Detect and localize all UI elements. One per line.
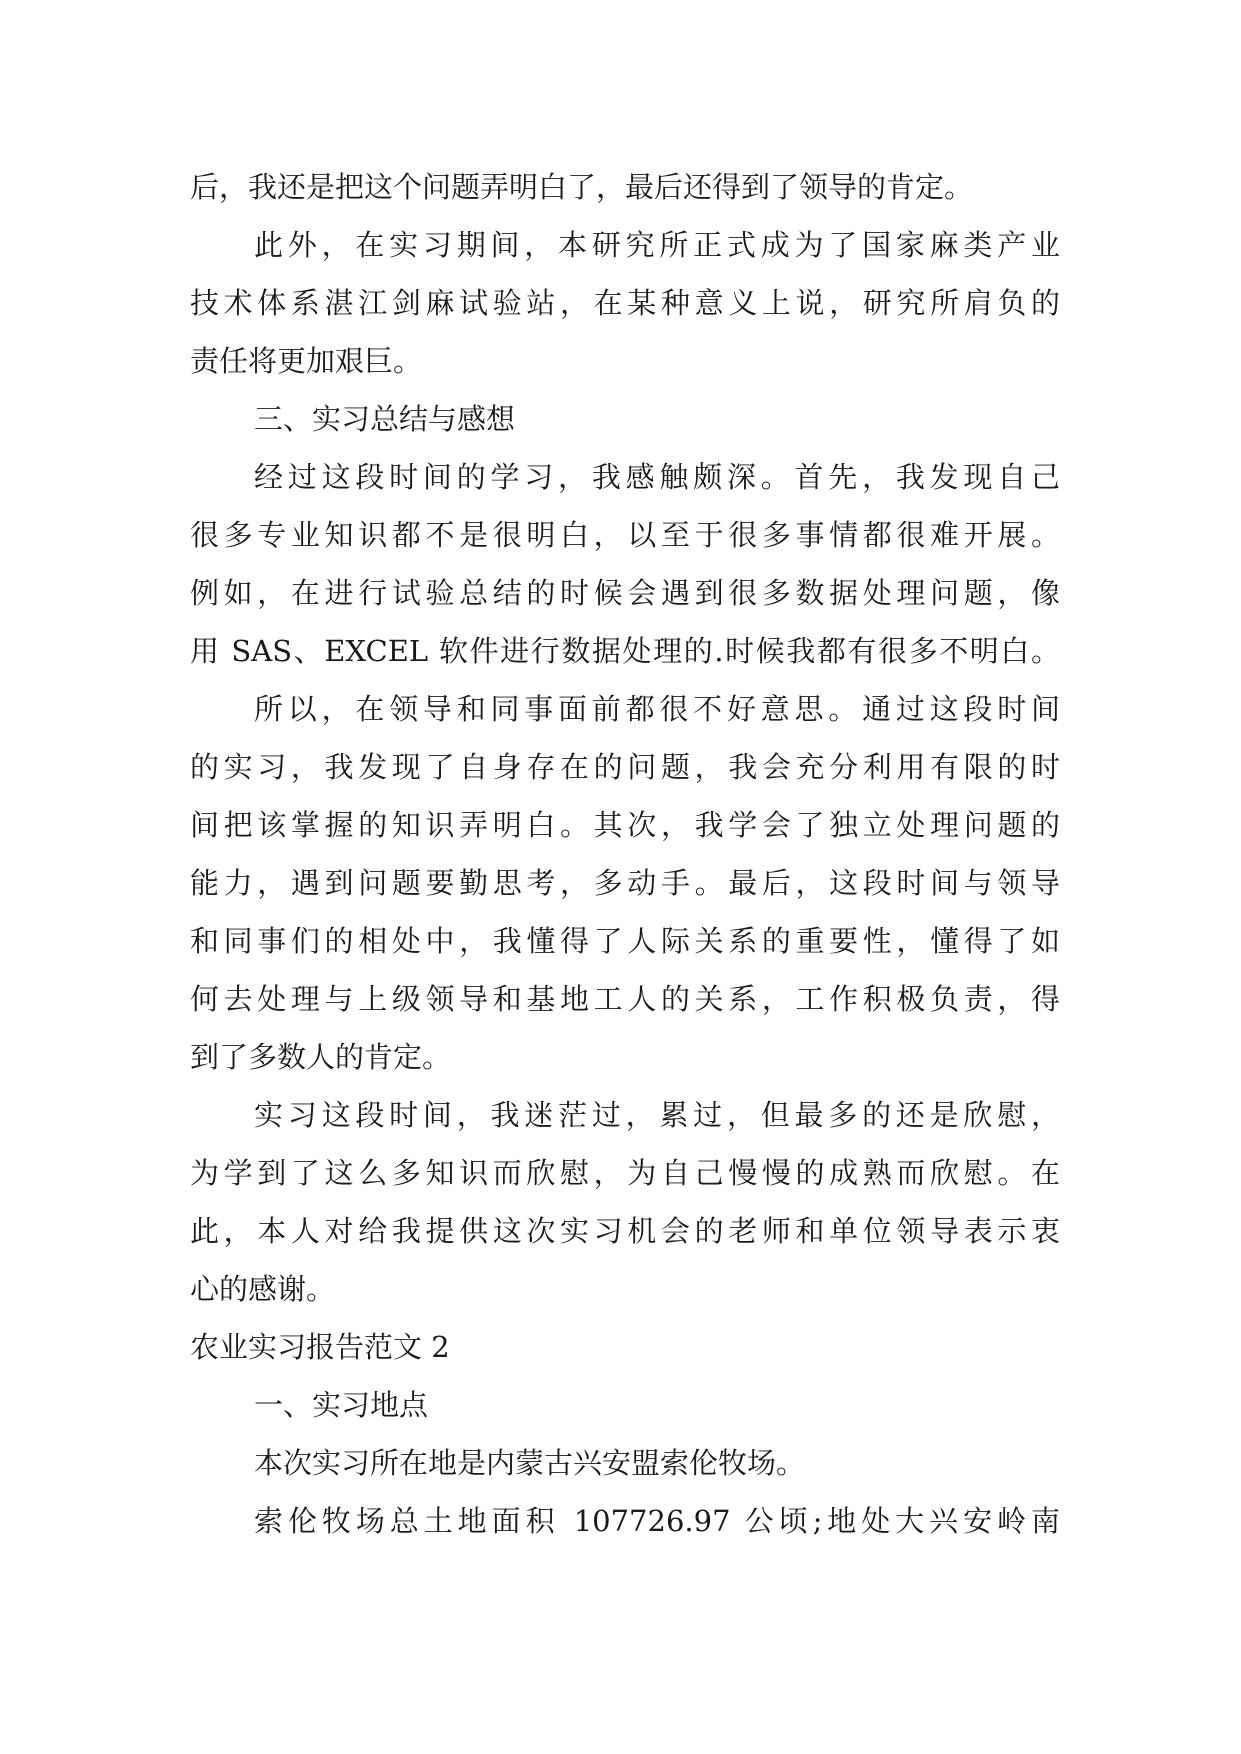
paragraph-line: 很多专业知识都不是很明白，以至于很多事情都很难开展。 [190, 518, 1060, 552]
paragraph-line: 索伦牧场总土地面积 107726.97 公顷;地处大兴安岭南 [254, 1504, 1060, 1538]
section-heading: 三、实习总结与感想 [254, 402, 516, 436]
paragraph-line: 责任将更加艰巨。 [190, 344, 423, 378]
paragraph-line: 本次实习所在地是内蒙古兴安盟索伦牧场。 [254, 1446, 806, 1480]
paragraph-line: 能力，遇到问题要勤思考，多动手。最后，这段时间与领导 [190, 866, 1060, 900]
document-title: 农业实习报告范文 2 [190, 1330, 450, 1364]
paragraph-line: 后，我还是把这个问题弄明白了，最后还得到了领导的肯定。 [190, 170, 974, 204]
paragraph-line: 此，本人对给我提供这次实习机会的老师和单位领导表示衷 [190, 1214, 1060, 1248]
paragraph-line: 所以，在领导和同事面前都很不好意思。通过这段时间 [254, 692, 1060, 726]
paragraph-line: 的实习，我发现了自身存在的问题，我会充分利用有限的时 [190, 750, 1060, 784]
paragraph-line: 和同事们的相处中，我懂得了人际关系的重要性，懂得了如 [190, 924, 1060, 958]
paragraph-line: 心的感谢。 [190, 1272, 336, 1306]
paragraph-line: 为学到了这么多知识而欣慰，为自己慢慢的成熟而欣慰。在 [190, 1156, 1060, 1190]
paragraph-line: 实习这段时间，我迷茫过，累过，但最多的还是欣慰， [254, 1098, 1060, 1132]
document-body [190, 158, 1060, 1550]
paragraph-line: 经过这段时间的学习，我感触颇深。首先，我发现自己 [254, 460, 1060, 494]
paragraph-line: 间把该掌握的知识弄明白。其次，我学会了独立处理问题的 [190, 808, 1060, 842]
paragraph-line: 用 SAS、EXCEL 软件进行数据处理的.时候我都有很多不明白。 [190, 634, 1060, 668]
paragraph-line: 到了多数人的肯定。 [190, 1040, 452, 1074]
paragraph-line: 技术体系湛江剑麻试验站，在某种意义上说，研究所肩负的 [190, 286, 1060, 320]
paragraph-line: 此外，在实习期间，本研究所正式成为了国家麻类产业 [254, 228, 1060, 262]
paragraph-line: 何去处理与上级领导和基地工人的关系，工作积极负责，得 [190, 982, 1060, 1016]
section-heading: 一、实习地点 [254, 1388, 429, 1422]
paragraph-line: 例如，在进行试验总结的时候会遇到很多数据处理问题，像 [190, 576, 1060, 610]
